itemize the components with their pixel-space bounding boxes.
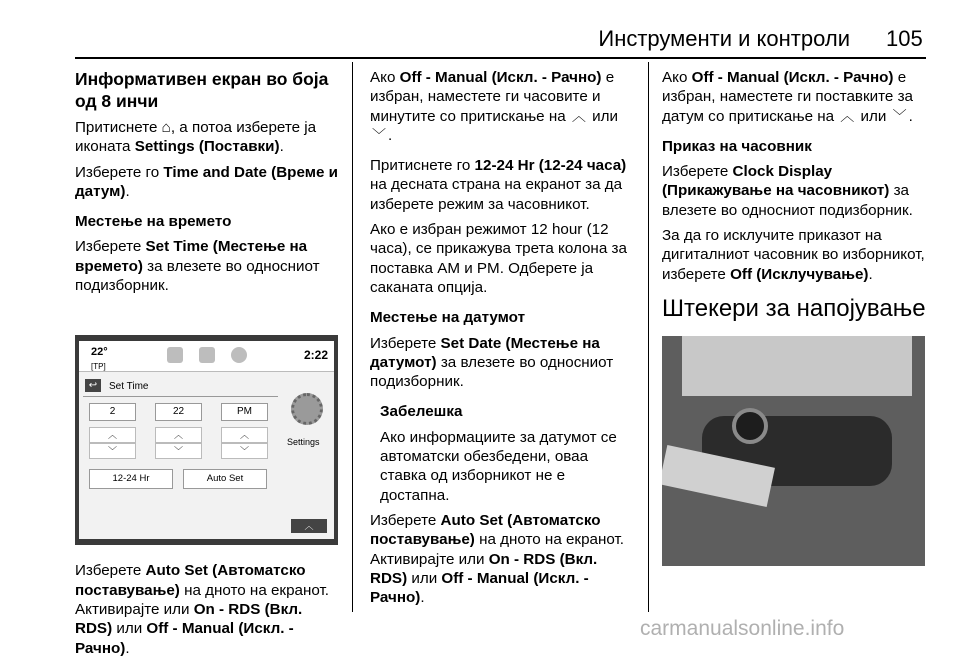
ampm-up-icon[interactable]: ︿ [221, 427, 268, 443]
status-bar [79, 341, 334, 372]
temperature: 22° [91, 346, 108, 359]
note-text: Ако информациите за датумот се автоматски обезбедени, оваа ставка од изборникот не е достапна. [380, 428, 617, 504]
paragraph: Изберете Clock Display (Прикажување на часовникот) за влезете во односниот подизборник. [662, 163, 913, 219]
chevron-down-icon: ﹀ [372, 126, 386, 143]
chevron-down-icon: ﹀ [892, 107, 907, 124]
column-3 [662, 68, 930, 566]
note-box [370, 402, 638, 504]
column-1 [75, 68, 343, 664]
note-title: Забелешка [380, 403, 463, 421]
column-divider [648, 62, 649, 612]
paragraph: Изберете Auto Set (Автоматско поставување) на дното на екранот. Активирајте или On - RDS (Вкл. RDS) или Off - Manual (Искл. - Рачно). [370, 511, 624, 607]
paragraph: Изберете го Time and Date (Време и датум). [75, 163, 338, 200]
clock: 2:22 [303, 348, 328, 363]
settings-label: Settings [287, 437, 320, 448]
section-heading: Штекери за напојување [662, 294, 926, 322]
page-number: 105 [886, 26, 923, 51]
paragraph: Ако Off - Manual (Искл. - Рачно) е избран, наместете ги поставките за датум со притискање на ︿ или ﹀ . [662, 69, 913, 125]
infotainment-screen [79, 341, 334, 539]
paragraph: Притиснете го 12-24 Hr (12-24 часа) на десната страна на екранот за да изберете режим за часовникот. [370, 157, 627, 213]
divider [83, 396, 278, 397]
page-header [0, 0, 960, 60]
hour-field[interactable]: 2 [89, 403, 136, 421]
screen-title: Set Time [109, 381, 149, 393]
auto-set-button[interactable]: Auto Set [183, 469, 267, 489]
subheading: Приказ на часовник [662, 137, 812, 155]
paragraph: Ако е избран режимот 12 hour (12 часа), се прикажува трета колона за поставка AM и PM. Одберете ја саканата опција. [370, 221, 627, 296]
ampm-down-icon[interactable]: ﹀ [221, 443, 268, 459]
phone-icon [199, 347, 215, 363]
audio-icon [167, 347, 183, 363]
minute-field[interactable]: 22 [155, 403, 202, 421]
format-12-24-button[interactable]: 12-24 Hr [89, 469, 173, 489]
set-time-screen-image [75, 335, 338, 545]
home-icon: ⌂ [161, 119, 171, 136]
ampm-field[interactable]: PM [221, 403, 268, 421]
power-socket-photo [662, 336, 925, 566]
paragraph: Изберете Auto Set (Автоматско поставување) на дното на екранот. Активирајте или On - RDS (Вкл. RDS) или Off - Manual (Искл. - Рачно). [75, 562, 329, 657]
chevron-up-icon: ︿ [840, 107, 855, 124]
header-title: Инструменти и контроли [598, 26, 850, 51]
subheading: Местење на времето [75, 213, 232, 231]
hour-down-icon[interactable]: ﹀ [89, 443, 136, 459]
app-icon [231, 347, 247, 363]
paragraph: Изберете Set Time (Местење на времето) за влезете во односниот подизборник. [75, 238, 320, 295]
header-rule [75, 57, 926, 59]
back-icon[interactable]: ↩ [85, 379, 101, 392]
section-heading: Информативен екран во боја од 8 инчи [75, 69, 329, 111]
settings-gear-icon [291, 393, 323, 425]
console-panel [682, 336, 912, 396]
scroll-up-icon[interactable]: ︿ [291, 519, 327, 533]
tp-indicator: [TP] [91, 362, 106, 372]
minute-up-icon[interactable]: ︿ [155, 427, 202, 443]
paragraph: Изберете Set Date (Местење на датумот) за влезете во односниот подизборник. [370, 334, 614, 391]
watermark: carmanualsonline.info [640, 617, 845, 640]
chevron-up-icon: ︿ [571, 107, 586, 124]
subheading: Местење на датумот [370, 309, 526, 327]
paragraph: Ако Off - Manual (Искл. - Рачно) е избран, наместете ги часовите и минутите со притискање на ︿ или ﹀ . [370, 69, 618, 144]
power-socket-icon [732, 408, 768, 444]
column-2 [370, 68, 638, 613]
hour-up-icon[interactable]: ︿ [89, 427, 136, 443]
paragraph: Притиснете ⌂, а потоа изберете ја иконата Settings (Поставки). [75, 119, 317, 156]
paragraph: За да го исклучите приказот на дигиталниот часовник во изборникот, изберете Off (Исклучување). [662, 227, 925, 283]
column-divider [352, 62, 353, 612]
minute-down-icon[interactable]: ﹀ [155, 443, 202, 459]
